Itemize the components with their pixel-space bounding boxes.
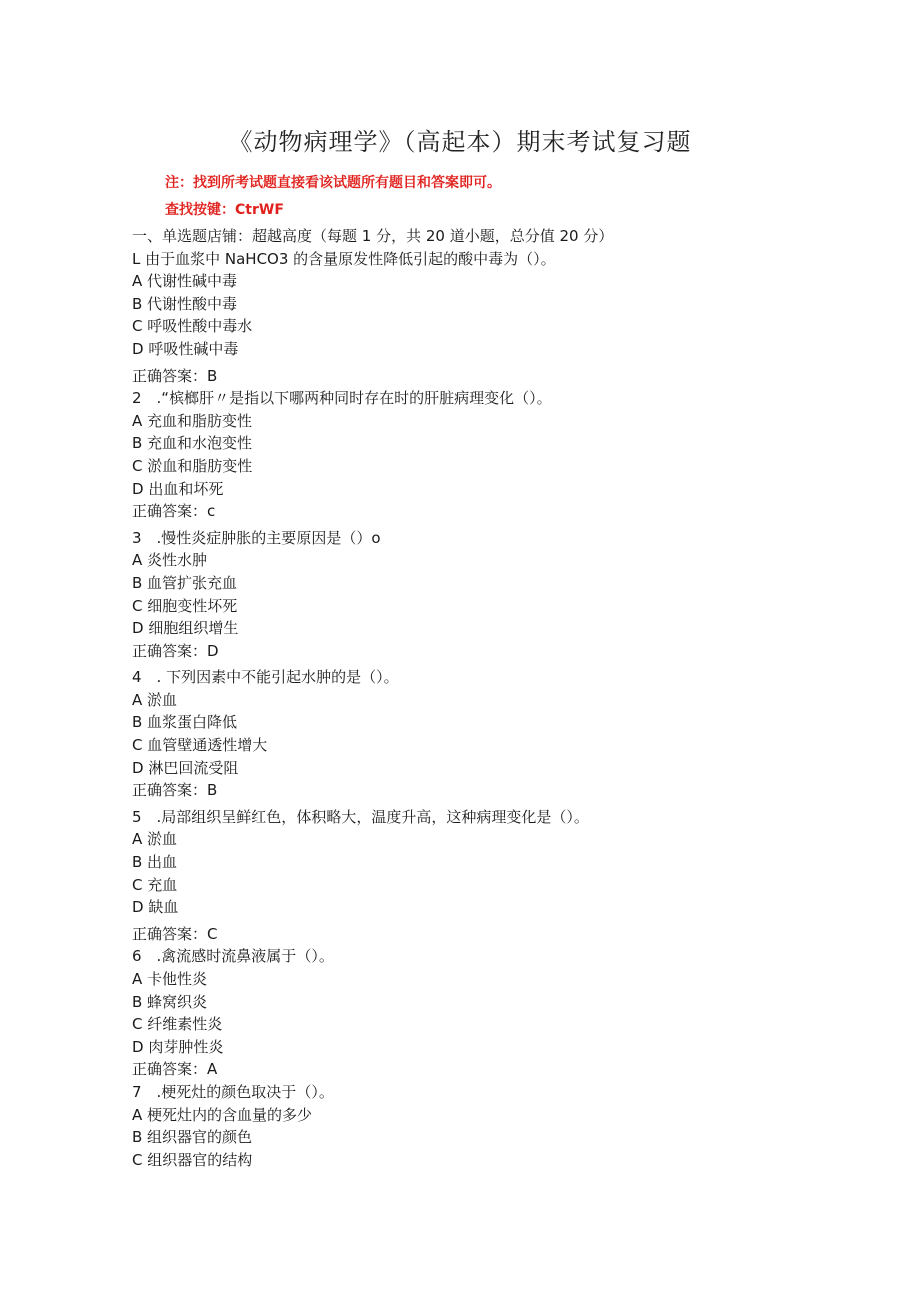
option-b: B 充血和水泡变性: [132, 434, 253, 453]
answer-line: 正确答案：C: [132, 924, 218, 943]
option-c: C 血管壁通透性增大: [132, 736, 268, 755]
option-b: B 蜂窝织炎: [132, 992, 208, 1011]
answer-line: 正确答案：B: [132, 366, 218, 385]
answer-line: 正确答案：c: [132, 502, 216, 521]
option-d: D 出血和坏死: [132, 479, 224, 498]
option-d: D 呼吸性碱中毒: [132, 339, 239, 358]
answer-line: 正确答案：A: [132, 1060, 218, 1079]
question-stem: 2 .“槟榔肝〃是指以下哪两种同时存在时的肝脏病理变化（）。: [132, 389, 552, 408]
question-stem: 5 .局部组织呈鲜红色，体积略大，温度升高，这种病理变化是（）。: [132, 807, 589, 826]
option-d: D 细胞组织增生: [132, 619, 239, 638]
page-title: 《动物病理学》（高起本）期末考试复习题: [228, 128, 692, 156]
option-b: B 组织器官的颜色: [132, 1128, 253, 1147]
option-c: C 呼吸性酸中毒水: [132, 317, 253, 336]
option-a: A 淤血: [132, 690, 178, 709]
option-c: C 细胞变性坏死: [132, 596, 238, 615]
option-b: B 出血: [132, 853, 178, 872]
option-c: C 纤维素性炎: [132, 1015, 223, 1034]
question-list: [132, 225, 772, 1171]
option-a: A 代谢性碱中毒: [132, 272, 238, 291]
section-heading: 一、单选题店铺：超越高度（每题 1 分，共 20 道小题，总分值 20 分）: [132, 227, 614, 245]
question-stem: 4 . 下列因素中不能引起水肿的是（）。: [132, 668, 399, 687]
option-a: A 卡他性炎: [132, 970, 208, 988]
question-stem: L 由于血浆中 NaHCO3 的含量原发性降低引起的酸中毒为（）。: [132, 249, 556, 268]
question-stem: 6 .禽流感时流鼻液属于（）。: [132, 947, 334, 966]
option-c: C 充血: [132, 875, 178, 894]
question-stem: 7 .梗死灶的颜色取决于（）。: [132, 1082, 334, 1101]
question-stem: 3 .慢性炎症肿胀的主要原因是（）o: [132, 528, 381, 547]
option-d: D 缺血: [132, 898, 179, 917]
option-b: B 血管扩张充血: [132, 573, 238, 592]
note-instruction: 注：找到所考试题直接看该试题所有题目和答案即可。: [165, 175, 501, 191]
option-a: A 梗死灶内的含血量的多少: [132, 1105, 313, 1124]
option-b: B 血浆蛋白降低: [132, 713, 238, 732]
option-c: C 组织器官的结构: [132, 1150, 253, 1169]
option-a: A 炎性水肿: [132, 551, 208, 570]
option-d: D 淋巴回流受阻: [132, 758, 239, 777]
option-d: D 肉芽肿性炎: [132, 1037, 224, 1056]
option-a: A 淤血: [132, 830, 178, 849]
note-shortcut: 查找按键：CtrWF: [165, 202, 284, 218]
option-c: C 淤血和脂肪变性: [132, 456, 253, 475]
answer-line: 正确答案：B: [132, 781, 218, 800]
option-b: B 代谢性酸中毒: [132, 294, 238, 313]
option-a: A 充血和脂肪变性: [132, 411, 253, 430]
answer-line: 正确答案：D: [132, 641, 219, 660]
